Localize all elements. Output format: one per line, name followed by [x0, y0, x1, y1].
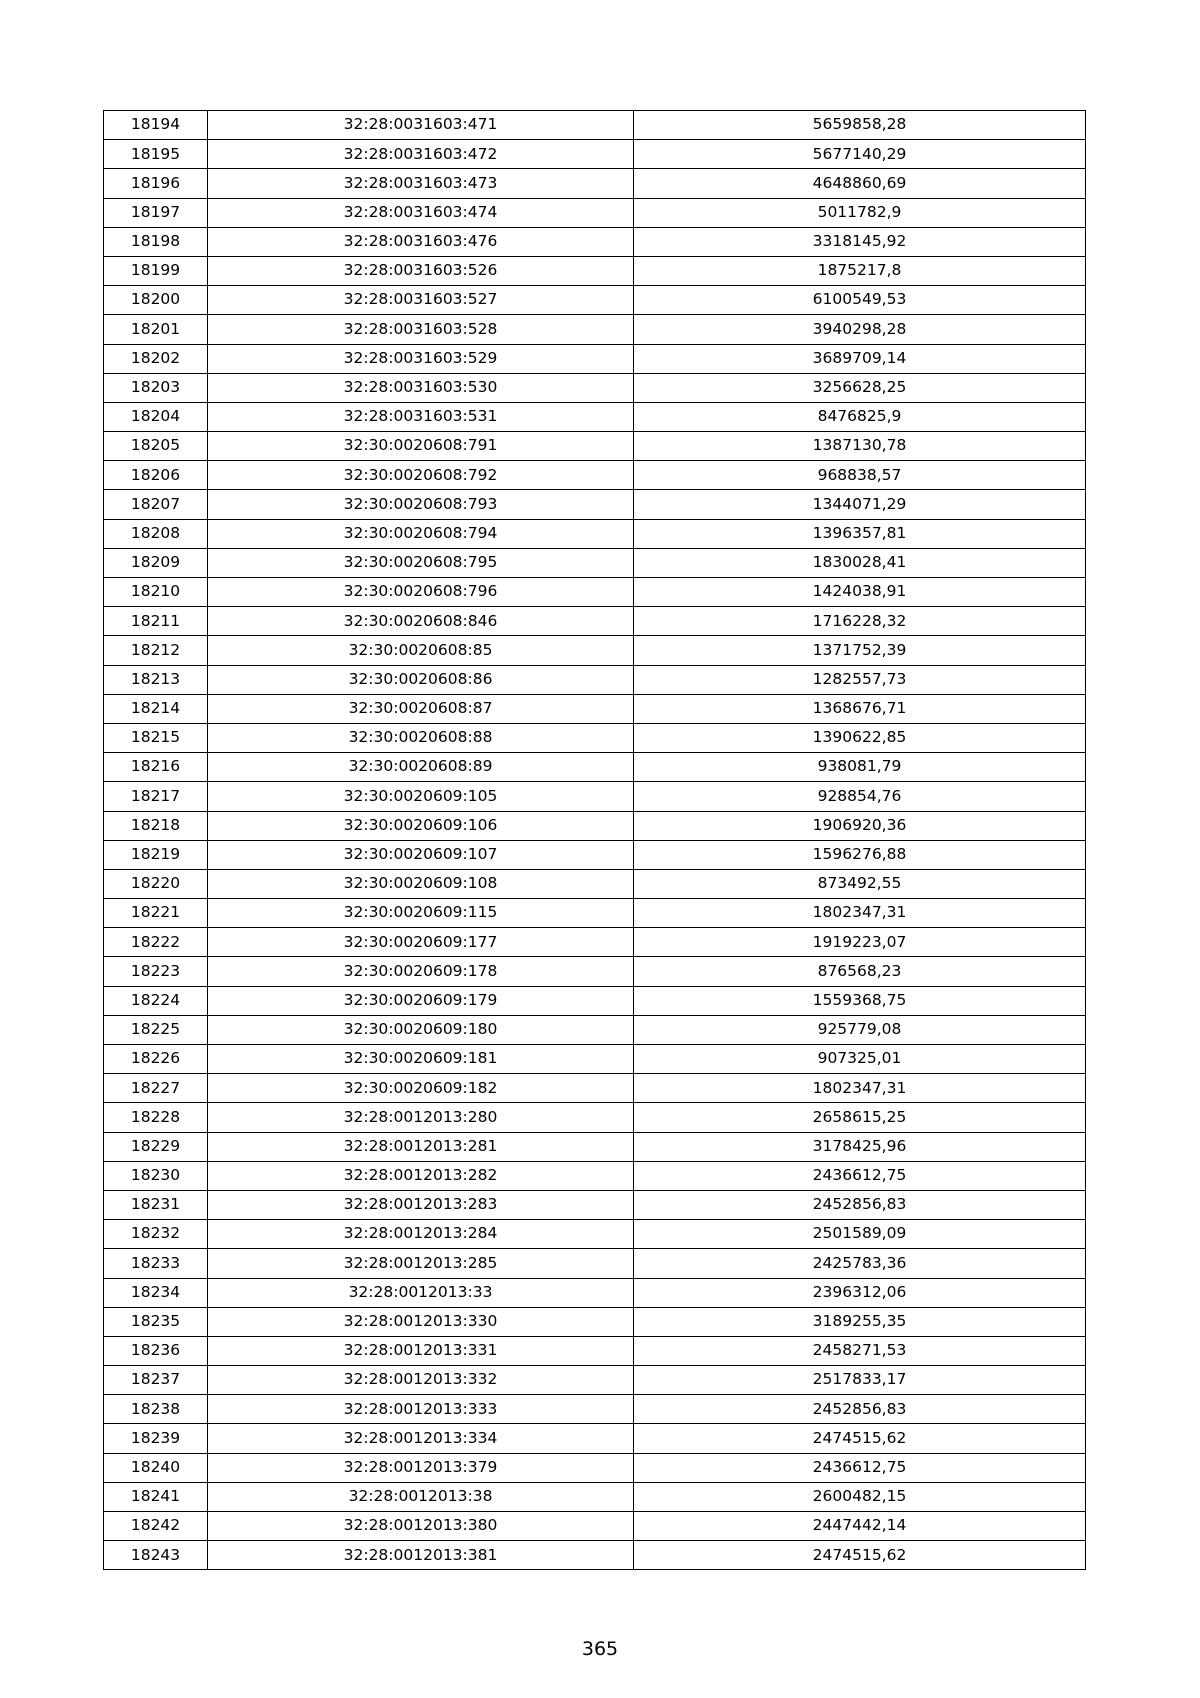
- row-number-cell: 18216: [104, 753, 208, 782]
- value-cell: 1396357,81: [634, 519, 1086, 548]
- value-cell: 2474515,62: [634, 1424, 1086, 1453]
- table-row: [104, 1103, 1086, 1132]
- value-cell: 5011782,9: [634, 198, 1086, 227]
- table-row: [104, 315, 1086, 344]
- row-number-cell: 18194: [104, 111, 208, 140]
- row-number-cell: 18226: [104, 1045, 208, 1074]
- row-number-cell: 18236: [104, 1336, 208, 1365]
- cadastral-number-cell: 32:28:0012013:283: [208, 1190, 634, 1219]
- value-cell: 2600482,15: [634, 1482, 1086, 1511]
- value-cell: 2452856,83: [634, 1395, 1086, 1424]
- cadastral-number-cell: 32:28:0031603:473: [208, 169, 634, 198]
- row-number-cell: 18195: [104, 140, 208, 169]
- value-cell: 1387130,78: [634, 432, 1086, 461]
- row-number-cell: 18214: [104, 694, 208, 723]
- value-cell: 1830028,41: [634, 548, 1086, 577]
- cadastral-number-cell: 32:30:0020608:792: [208, 461, 634, 490]
- table-row: [104, 1366, 1086, 1395]
- table-row: [104, 1161, 1086, 1190]
- value-cell: 968838,57: [634, 461, 1086, 490]
- value-cell: 1559368,75: [634, 986, 1086, 1015]
- row-number-cell: 18200: [104, 286, 208, 315]
- cadastral-number-cell: 32:30:0020608:85: [208, 636, 634, 665]
- row-number-cell: 18222: [104, 928, 208, 957]
- table-row: [104, 986, 1086, 1015]
- table-row: [104, 169, 1086, 198]
- cadastral-number-cell: 32:28:0012013:331: [208, 1336, 634, 1365]
- row-number-cell: 18207: [104, 490, 208, 519]
- cadastral-number-cell: 32:28:0012013:381: [208, 1541, 634, 1570]
- cadastral-number-cell: 32:28:0031603:528: [208, 315, 634, 344]
- cadastral-number-cell: 32:30:0020609:106: [208, 811, 634, 840]
- cadastral-number-cell: 32:30:0020609:179: [208, 986, 634, 1015]
- value-cell: 938081,79: [634, 753, 1086, 782]
- row-number-cell: 18210: [104, 578, 208, 607]
- table-body: [104, 111, 1086, 1570]
- cadastral-number-cell: 32:30:0020609:178: [208, 957, 634, 986]
- table-row: [104, 344, 1086, 373]
- cadastral-number-cell: 32:30:0020608:794: [208, 519, 634, 548]
- cadastral-number-cell: 32:30:0020608:88: [208, 723, 634, 752]
- table-row: [104, 1395, 1086, 1424]
- table-row: [104, 286, 1086, 315]
- table-row: [104, 140, 1086, 169]
- cadastral-number-cell: 32:30:0020608:87: [208, 694, 634, 723]
- value-cell: 3189255,35: [634, 1307, 1086, 1336]
- table-row: [104, 1249, 1086, 1278]
- value-cell: 1802347,31: [634, 899, 1086, 928]
- table-row: [104, 899, 1086, 928]
- value-cell: 2436612,75: [634, 1453, 1086, 1482]
- table-row: [104, 869, 1086, 898]
- table-row: [104, 1453, 1086, 1482]
- cadastral-number-cell: 32:28:0012013:380: [208, 1512, 634, 1541]
- cadastral-number-cell: 32:28:0012013:284: [208, 1220, 634, 1249]
- value-cell: 5677140,29: [634, 140, 1086, 169]
- row-number-cell: 18243: [104, 1541, 208, 1570]
- value-cell: 3318145,92: [634, 227, 1086, 256]
- value-cell: 1596276,88: [634, 840, 1086, 869]
- row-number-cell: 18213: [104, 665, 208, 694]
- table-row: [104, 1015, 1086, 1044]
- cadastral-number-cell: 32:28:0012013:38: [208, 1482, 634, 1511]
- cadastral-number-cell: 32:28:0012013:280: [208, 1103, 634, 1132]
- cadastral-number-cell: 32:30:0020609:182: [208, 1074, 634, 1103]
- table-row: [104, 1278, 1086, 1307]
- cadastral-number-cell: 32:28:0012013:333: [208, 1395, 634, 1424]
- cadastral-number-cell: 32:30:0020609:105: [208, 782, 634, 811]
- row-number-cell: 18230: [104, 1161, 208, 1190]
- cadastral-number-cell: 32:30:0020609:180: [208, 1015, 634, 1044]
- table-row: [104, 1424, 1086, 1453]
- row-number-cell: 18232: [104, 1220, 208, 1249]
- row-number-cell: 18205: [104, 432, 208, 461]
- row-number-cell: 18242: [104, 1512, 208, 1541]
- table-row: [104, 490, 1086, 519]
- table-row: [104, 928, 1086, 957]
- value-cell: 1716228,32: [634, 607, 1086, 636]
- row-number-cell: 18224: [104, 986, 208, 1015]
- table-row: [104, 665, 1086, 694]
- cadastral-number-cell: 32:30:0020608:791: [208, 432, 634, 461]
- value-cell: 5659858,28: [634, 111, 1086, 140]
- row-number-cell: 18212: [104, 636, 208, 665]
- row-number-cell: 18203: [104, 373, 208, 402]
- cadastral-number-cell: 32:28:0031603:476: [208, 227, 634, 256]
- cadastral-number-cell: 32:30:0020608:86: [208, 665, 634, 694]
- row-number-cell: 18208: [104, 519, 208, 548]
- data-table: [103, 110, 1086, 1570]
- value-cell: 2658615,25: [634, 1103, 1086, 1132]
- cadastral-number-cell: 32:28:0031603:474: [208, 198, 634, 227]
- value-cell: 8476825,9: [634, 402, 1086, 431]
- table-row: [104, 111, 1086, 140]
- value-cell: 876568,23: [634, 957, 1086, 986]
- table-row: [104, 1132, 1086, 1161]
- row-number-cell: 18233: [104, 1249, 208, 1278]
- cadastral-number-cell: 32:30:0020608:89: [208, 753, 634, 782]
- cadastral-number-cell: 32:30:0020608:796: [208, 578, 634, 607]
- table-row: [104, 723, 1086, 752]
- table-row: [104, 636, 1086, 665]
- value-cell: 2458271,53: [634, 1336, 1086, 1365]
- value-cell: 2501589,09: [634, 1220, 1086, 1249]
- cadastral-number-cell: 32:30:0020609:177: [208, 928, 634, 957]
- row-number-cell: 18202: [104, 344, 208, 373]
- value-cell: 4648860,69: [634, 169, 1086, 198]
- table-row: [104, 1512, 1086, 1541]
- value-cell: 2396312,06: [634, 1278, 1086, 1307]
- cadastral-number-cell: 32:28:0012013:285: [208, 1249, 634, 1278]
- row-number-cell: 18225: [104, 1015, 208, 1044]
- table-row: [104, 1541, 1086, 1570]
- value-cell: 2425783,36: [634, 1249, 1086, 1278]
- value-cell: 1424038,91: [634, 578, 1086, 607]
- row-number-cell: 18217: [104, 782, 208, 811]
- row-number-cell: 18199: [104, 256, 208, 285]
- table-row: [104, 1190, 1086, 1219]
- row-number-cell: 18197: [104, 198, 208, 227]
- row-number-cell: 18221: [104, 899, 208, 928]
- row-number-cell: 18238: [104, 1395, 208, 1424]
- row-number-cell: 18231: [104, 1190, 208, 1219]
- value-cell: 1282557,73: [634, 665, 1086, 694]
- value-cell: 1344071,29: [634, 490, 1086, 519]
- row-number-cell: 18209: [104, 548, 208, 577]
- table-row: [104, 373, 1086, 402]
- value-cell: 925779,08: [634, 1015, 1086, 1044]
- table-row: [104, 1220, 1086, 1249]
- value-cell: 873492,55: [634, 869, 1086, 898]
- row-number-cell: 18219: [104, 840, 208, 869]
- row-number-cell: 18201: [104, 315, 208, 344]
- table-row: [104, 198, 1086, 227]
- value-cell: 2447442,14: [634, 1512, 1086, 1541]
- cadastral-number-cell: 32:28:0031603:530: [208, 373, 634, 402]
- table-row: [104, 811, 1086, 840]
- cadastral-number-cell: 32:28:0012013:330: [208, 1307, 634, 1336]
- table-row: [104, 840, 1086, 869]
- row-number-cell: 18239: [104, 1424, 208, 1453]
- row-number-cell: 18196: [104, 169, 208, 198]
- value-cell: 2517833,17: [634, 1366, 1086, 1395]
- table-row: [104, 227, 1086, 256]
- row-number-cell: 18241: [104, 1482, 208, 1511]
- table-row: [104, 461, 1086, 490]
- table-row: [104, 519, 1086, 548]
- value-cell: 928854,76: [634, 782, 1086, 811]
- row-number-cell: 18234: [104, 1278, 208, 1307]
- row-number-cell: 18228: [104, 1103, 208, 1132]
- value-cell: 3178425,96: [634, 1132, 1086, 1161]
- table-row: [104, 432, 1086, 461]
- cadastral-number-cell: 32:28:0031603:471: [208, 111, 634, 140]
- cadastral-number-cell: 32:28:0012013:379: [208, 1453, 634, 1482]
- table-row: [104, 782, 1086, 811]
- value-cell: 3256628,25: [634, 373, 1086, 402]
- value-cell: 1390622,85: [634, 723, 1086, 752]
- table-row: [104, 1074, 1086, 1103]
- cadastral-number-cell: 32:28:0031603:531: [208, 402, 634, 431]
- cadastral-number-cell: 32:28:0012013:33: [208, 1278, 634, 1307]
- table-row: [104, 694, 1086, 723]
- row-number-cell: 18235: [104, 1307, 208, 1336]
- row-number-cell: 18206: [104, 461, 208, 490]
- table-row: [104, 1336, 1086, 1365]
- value-cell: 1368676,71: [634, 694, 1086, 723]
- value-cell: 1371752,39: [634, 636, 1086, 665]
- row-number-cell: 18240: [104, 1453, 208, 1482]
- value-cell: 907325,01: [634, 1045, 1086, 1074]
- value-cell: 3940298,28: [634, 315, 1086, 344]
- table-row: [104, 753, 1086, 782]
- cadastral-number-cell: 32:28:0031603:526: [208, 256, 634, 285]
- table-row: [104, 607, 1086, 636]
- table-row: [104, 1307, 1086, 1336]
- cadastral-number-cell: 32:28:0012013:282: [208, 1161, 634, 1190]
- row-number-cell: 18223: [104, 957, 208, 986]
- row-number-cell: 18211: [104, 607, 208, 636]
- page-number: 365: [581, 1638, 619, 1660]
- row-number-cell: 18229: [104, 1132, 208, 1161]
- cadastral-number-cell: 32:30:0020609:181: [208, 1045, 634, 1074]
- row-number-cell: 18218: [104, 811, 208, 840]
- value-cell: 2474515,62: [634, 1541, 1086, 1570]
- table-row: [104, 1482, 1086, 1511]
- value-cell: 1875217,8: [634, 256, 1086, 285]
- cadastral-number-cell: 32:30:0020609:115: [208, 899, 634, 928]
- table-row: [104, 548, 1086, 577]
- value-cell: 2452856,83: [634, 1190, 1086, 1219]
- cadastral-number-cell: 32:28:0012013:281: [208, 1132, 634, 1161]
- row-number-cell: 18227: [104, 1074, 208, 1103]
- value-cell: 1906920,36: [634, 811, 1086, 840]
- table-row: [104, 578, 1086, 607]
- cadastral-number-cell: 32:30:0020609:107: [208, 840, 634, 869]
- cadastral-number-cell: 32:30:0020608:795: [208, 548, 634, 577]
- table-row: [104, 256, 1086, 285]
- cadastral-number-cell: 32:28:0031603:472: [208, 140, 634, 169]
- cadastral-number-cell: 32:28:0031603:527: [208, 286, 634, 315]
- cadastral-number-cell: 32:30:0020609:108: [208, 869, 634, 898]
- row-number-cell: 18220: [104, 869, 208, 898]
- table-row: [104, 402, 1086, 431]
- row-number-cell: 18198: [104, 227, 208, 256]
- cadastral-number-cell: 32:28:0031603:529: [208, 344, 634, 373]
- table-row: [104, 1045, 1086, 1074]
- value-cell: 1802347,31: [634, 1074, 1086, 1103]
- value-cell: 3689709,14: [634, 344, 1086, 373]
- cadastral-number-cell: 32:28:0012013:334: [208, 1424, 634, 1453]
- table-row: [104, 957, 1086, 986]
- value-cell: 2436612,75: [634, 1161, 1086, 1190]
- row-number-cell: 18237: [104, 1366, 208, 1395]
- cadastral-number-cell: 32:30:0020608:846: [208, 607, 634, 636]
- value-cell: 6100549,53: [634, 286, 1086, 315]
- row-number-cell: 18215: [104, 723, 208, 752]
- value-cell: 1919223,07: [634, 928, 1086, 957]
- cadastral-number-cell: 32:30:0020608:793: [208, 490, 634, 519]
- row-number-cell: 18204: [104, 402, 208, 431]
- cadastral-number-cell: 32:28:0012013:332: [208, 1366, 634, 1395]
